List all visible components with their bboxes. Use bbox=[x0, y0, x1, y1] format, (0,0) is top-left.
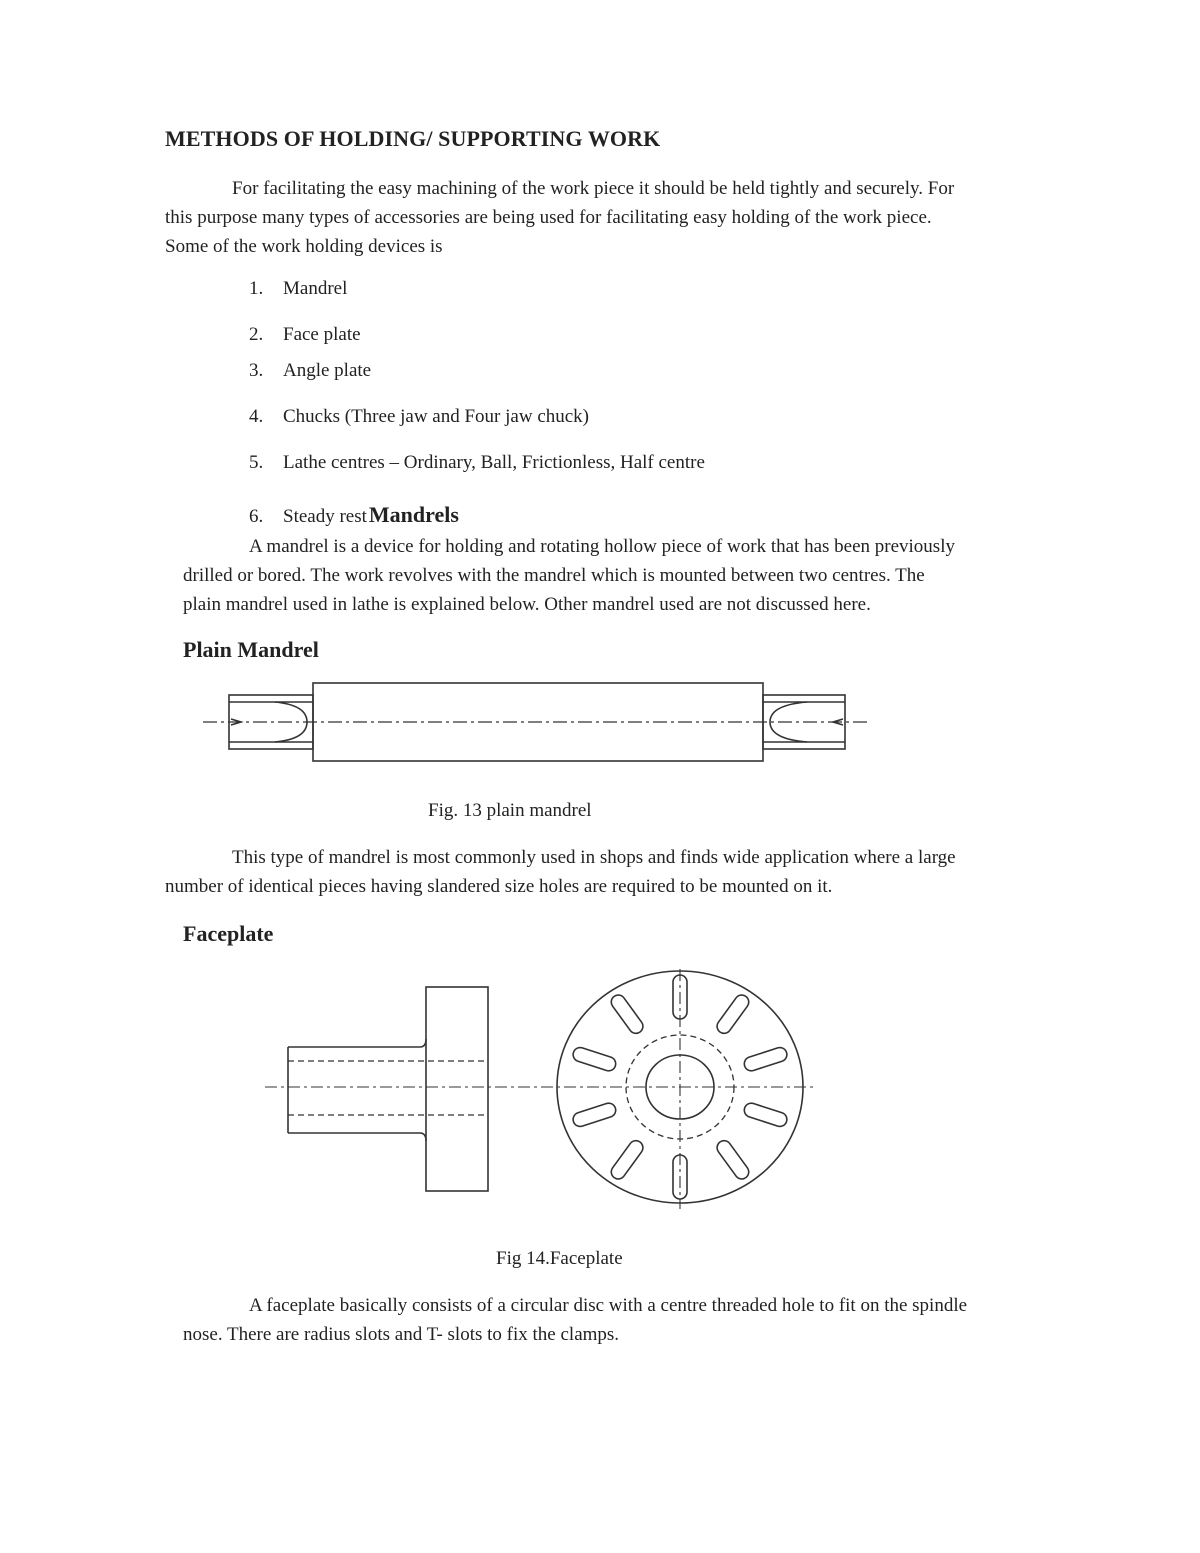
faceplate-figure bbox=[260, 965, 820, 1215]
list-item bbox=[249, 360, 371, 382]
radial-slot bbox=[609, 992, 646, 1036]
intro-line-2: this purpose many types of accessories are being used for facilitating easy holding of the work piece. bbox=[165, 207, 932, 228]
mandrels-line-3: plain mandrel used in lathe is explained below. Other mandrel used are not discussed here. bbox=[183, 594, 871, 615]
list-item bbox=[249, 406, 589, 428]
list-number: 6. bbox=[249, 506, 264, 527]
list-label: Face plate bbox=[283, 324, 361, 345]
intro-line-1: For facilitating the easy machining of the work piece it should be held tightly and securely. For bbox=[232, 178, 955, 199]
figure-caption-14: Fig 14.Faceplate bbox=[496, 1248, 623, 1269]
list-label: Mandrel bbox=[283, 278, 348, 299]
radial-slot bbox=[571, 1046, 617, 1073]
list-label: Angle plate bbox=[283, 360, 372, 381]
list-number: 5. bbox=[249, 452, 264, 473]
section-heading-mandrels: Mandrels bbox=[368, 502, 459, 527]
faceplate-line-1: A faceplate basically consists of a circular disc with a centre threaded hole to fit on the spindle bbox=[249, 1295, 968, 1316]
radial-slot bbox=[714, 992, 751, 1036]
list-number: 2. bbox=[249, 324, 264, 345]
radial-slot bbox=[743, 1101, 789, 1128]
list-number: 4. bbox=[249, 406, 264, 427]
plain-mandrel-line-1: This type of mandrel is most commonly used in shops and finds wide application where a large bbox=[232, 847, 956, 868]
list-label: Lathe centres – Ordinary, Ball, Frictionless, Half centre bbox=[283, 452, 705, 473]
page-title: METHODS OF HOLDING/ SUPPORTING WORK bbox=[165, 126, 661, 151]
list-number: 3. bbox=[249, 360, 264, 381]
mandrels-line-2: drilled or bored. The work revolves with the mandrel which is mounted between two centres. The bbox=[183, 565, 925, 586]
radial-slot bbox=[571, 1101, 617, 1128]
faceplate-line-2: nose. There are radius slots and T- slots to fix the clamps. bbox=[183, 1324, 620, 1345]
list-item bbox=[249, 324, 361, 346]
mandrels-line-1: A mandrel is a device for holding and rotating hollow piece of work that has been previously bbox=[249, 536, 955, 557]
list-item bbox=[249, 502, 459, 528]
list-label: Chucks (Three jaw and Four jaw chuck) bbox=[283, 406, 590, 427]
radial-slot bbox=[714, 1138, 751, 1182]
section-heading-faceplate: Faceplate bbox=[183, 921, 274, 946]
list-item bbox=[249, 278, 347, 300]
radial-slot bbox=[609, 1138, 646, 1182]
radial-slot bbox=[743, 1046, 789, 1073]
intro-line-3: Some of the work holding devices is bbox=[165, 236, 443, 257]
plain-mandrel-figure bbox=[195, 675, 875, 775]
list-number: 1. bbox=[249, 278, 264, 299]
section-heading-plain-mandrel: Plain Mandrel bbox=[183, 637, 319, 662]
list-label: Steady rest bbox=[283, 506, 367, 527]
plain-mandrel-line-2: number of identical pieces having slandered size holes are required to be mounted on it. bbox=[165, 876, 833, 897]
list-item bbox=[249, 452, 705, 474]
figure-caption-13: Fig. 13 plain mandrel bbox=[428, 800, 592, 821]
